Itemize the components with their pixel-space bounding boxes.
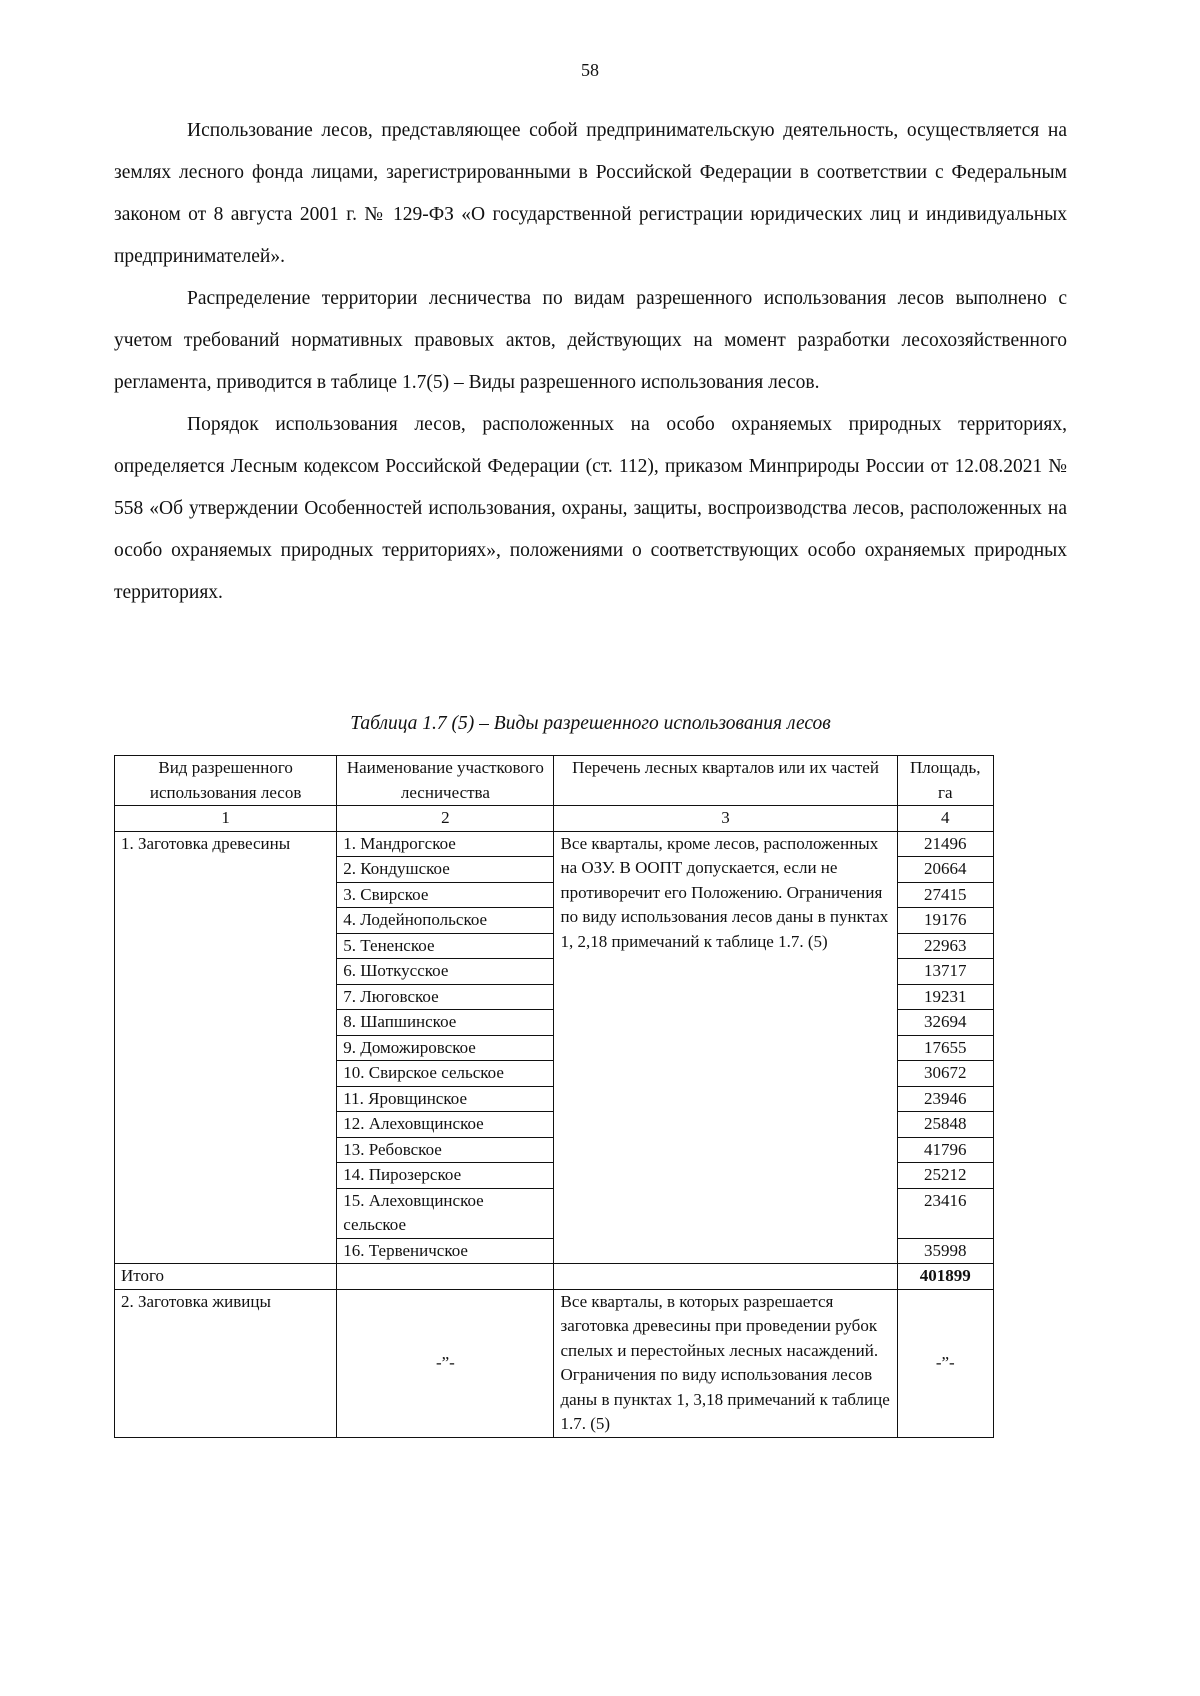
area-value: 25212 xyxy=(897,1163,993,1189)
total-value: 401899 xyxy=(897,1264,993,1290)
page-number: 58 xyxy=(581,60,599,80)
empty-cell xyxy=(554,1264,897,1290)
quarters-description: Все кварталы, кроме лесов, расположенных на ОЗУ. В ООПТ допускается, если не противоречит его Положению. Ограничения по виду использования лесов даны в пунктах 1, 2,18 примечаний к таблице 1.7. (5) xyxy=(554,831,897,1264)
usage-table xyxy=(114,755,994,1438)
district-name: 4. Лодейнопольское xyxy=(337,908,554,934)
area-ditto: -”- xyxy=(897,1289,993,1437)
column-number-row xyxy=(115,806,994,832)
area-value: 30672 xyxy=(897,1061,993,1087)
column-number: 1 xyxy=(115,806,337,832)
district-ditto: -”- xyxy=(337,1289,554,1437)
empty-cell xyxy=(337,1264,554,1290)
area-value: 22963 xyxy=(897,933,993,959)
table-caption: Таблица 1.7 (5) – Виды разрешенного использования лесов xyxy=(350,713,831,734)
total-row xyxy=(115,1264,994,1290)
use-type-cell: 2. Заготовка живицы xyxy=(115,1289,337,1437)
paragraph-1: Использование лесов, представляющее собой предпринимательскую деятельность, осуществляется на землях лесного фонда лицами, зарегистрированными в Российской Федерации в соответствии с Федеральным законом от 8 августа 2001 г. № 129-ФЗ «О государственной регистрации юридических лиц и индивидуальных предпринимателей». xyxy=(114,120,1067,267)
district-name: 15. Алеховщинское сельское xyxy=(337,1188,554,1238)
paragraph-3: Порядок использования лесов, расположенных на особо охраняемых природных территориях, определяется Лесным кодексом Российской Федерации (ст. 112), приказом Минприроды России от 12.08.2021 № 558 «Об утверждении Особенностей использования, охраны, защиты, воспроизводства лесов, расположенных на особо охраняемых природных территориях», положениями о соответствующих особо охраняемых природных территориях. xyxy=(114,414,1067,603)
area-value: 35998 xyxy=(897,1238,993,1264)
district-name: 9. Доможировское xyxy=(337,1035,554,1061)
district-name: 13. Ребовское xyxy=(337,1137,554,1163)
use-type-cell: 1. Заготовка древесины xyxy=(115,831,337,1264)
column-number: 4 xyxy=(897,806,993,832)
area-value: 23946 xyxy=(897,1086,993,1112)
total-label: Итого xyxy=(115,1264,337,1290)
area-value: 20664 xyxy=(897,857,993,883)
table-header-row xyxy=(115,756,994,806)
column-number: 2 xyxy=(337,806,554,832)
area-value: 25848 xyxy=(897,1112,993,1138)
table-row xyxy=(115,1289,994,1437)
header-use-type: Вид разрешенного использования лесов xyxy=(115,756,337,806)
header-quarters: Перечень лесных кварталов или их частей xyxy=(554,756,897,806)
area-value: 17655 xyxy=(897,1035,993,1061)
area-value: 41796 xyxy=(897,1137,993,1163)
quarters-description: Все кварталы, в которых разрешается заготовка древесины при проведении рубок спелых и перестойных лесных насаждений. Ограничения по виду использования лесов даны в пунктах 1, 3,18 примечаний к таблице 1.7. (5) xyxy=(554,1289,897,1437)
paragraph-2: Распределение территории лесничества по видам разрешенного использования лесов выполнено с учетом требований нормативных правовых актов, действующих на момент разработки лесохозяйственного регламента, приводится в таблице 1.7(5) – Виды разрешенного использования лесов. xyxy=(114,288,1067,393)
district-name: 5. Тененское xyxy=(337,933,554,959)
district-name: 14. Пирозерское xyxy=(337,1163,554,1189)
district-name: 8. Шапшинское xyxy=(337,1010,554,1036)
column-number: 3 xyxy=(554,806,897,832)
district-name: 6. Шоткусское xyxy=(337,959,554,985)
district-name: 12. Алеховщинское xyxy=(337,1112,554,1138)
area-value: 19176 xyxy=(897,908,993,934)
area-value: 32694 xyxy=(897,1010,993,1036)
table-row xyxy=(115,831,994,857)
area-value: 19231 xyxy=(897,984,993,1010)
header-area: Площадь, га xyxy=(897,756,993,806)
area-value: 23416 xyxy=(897,1188,993,1238)
area-value: 21496 xyxy=(897,831,993,857)
district-name: 2. Кондушское xyxy=(337,857,554,883)
district-name: 11. Яровщинское xyxy=(337,1086,554,1112)
district-name: 7. Люговское xyxy=(337,984,554,1010)
area-value: 27415 xyxy=(897,882,993,908)
district-name: 3. Свирское xyxy=(337,882,554,908)
header-district: Наименование участкового лесничества xyxy=(337,756,554,806)
district-name: 1. Мандрогское xyxy=(337,831,554,857)
district-name: 10. Свирское сельское xyxy=(337,1061,554,1087)
area-value: 13717 xyxy=(897,959,993,985)
body-text xyxy=(114,110,1067,614)
district-name: 16. Тервеничское xyxy=(337,1238,554,1264)
